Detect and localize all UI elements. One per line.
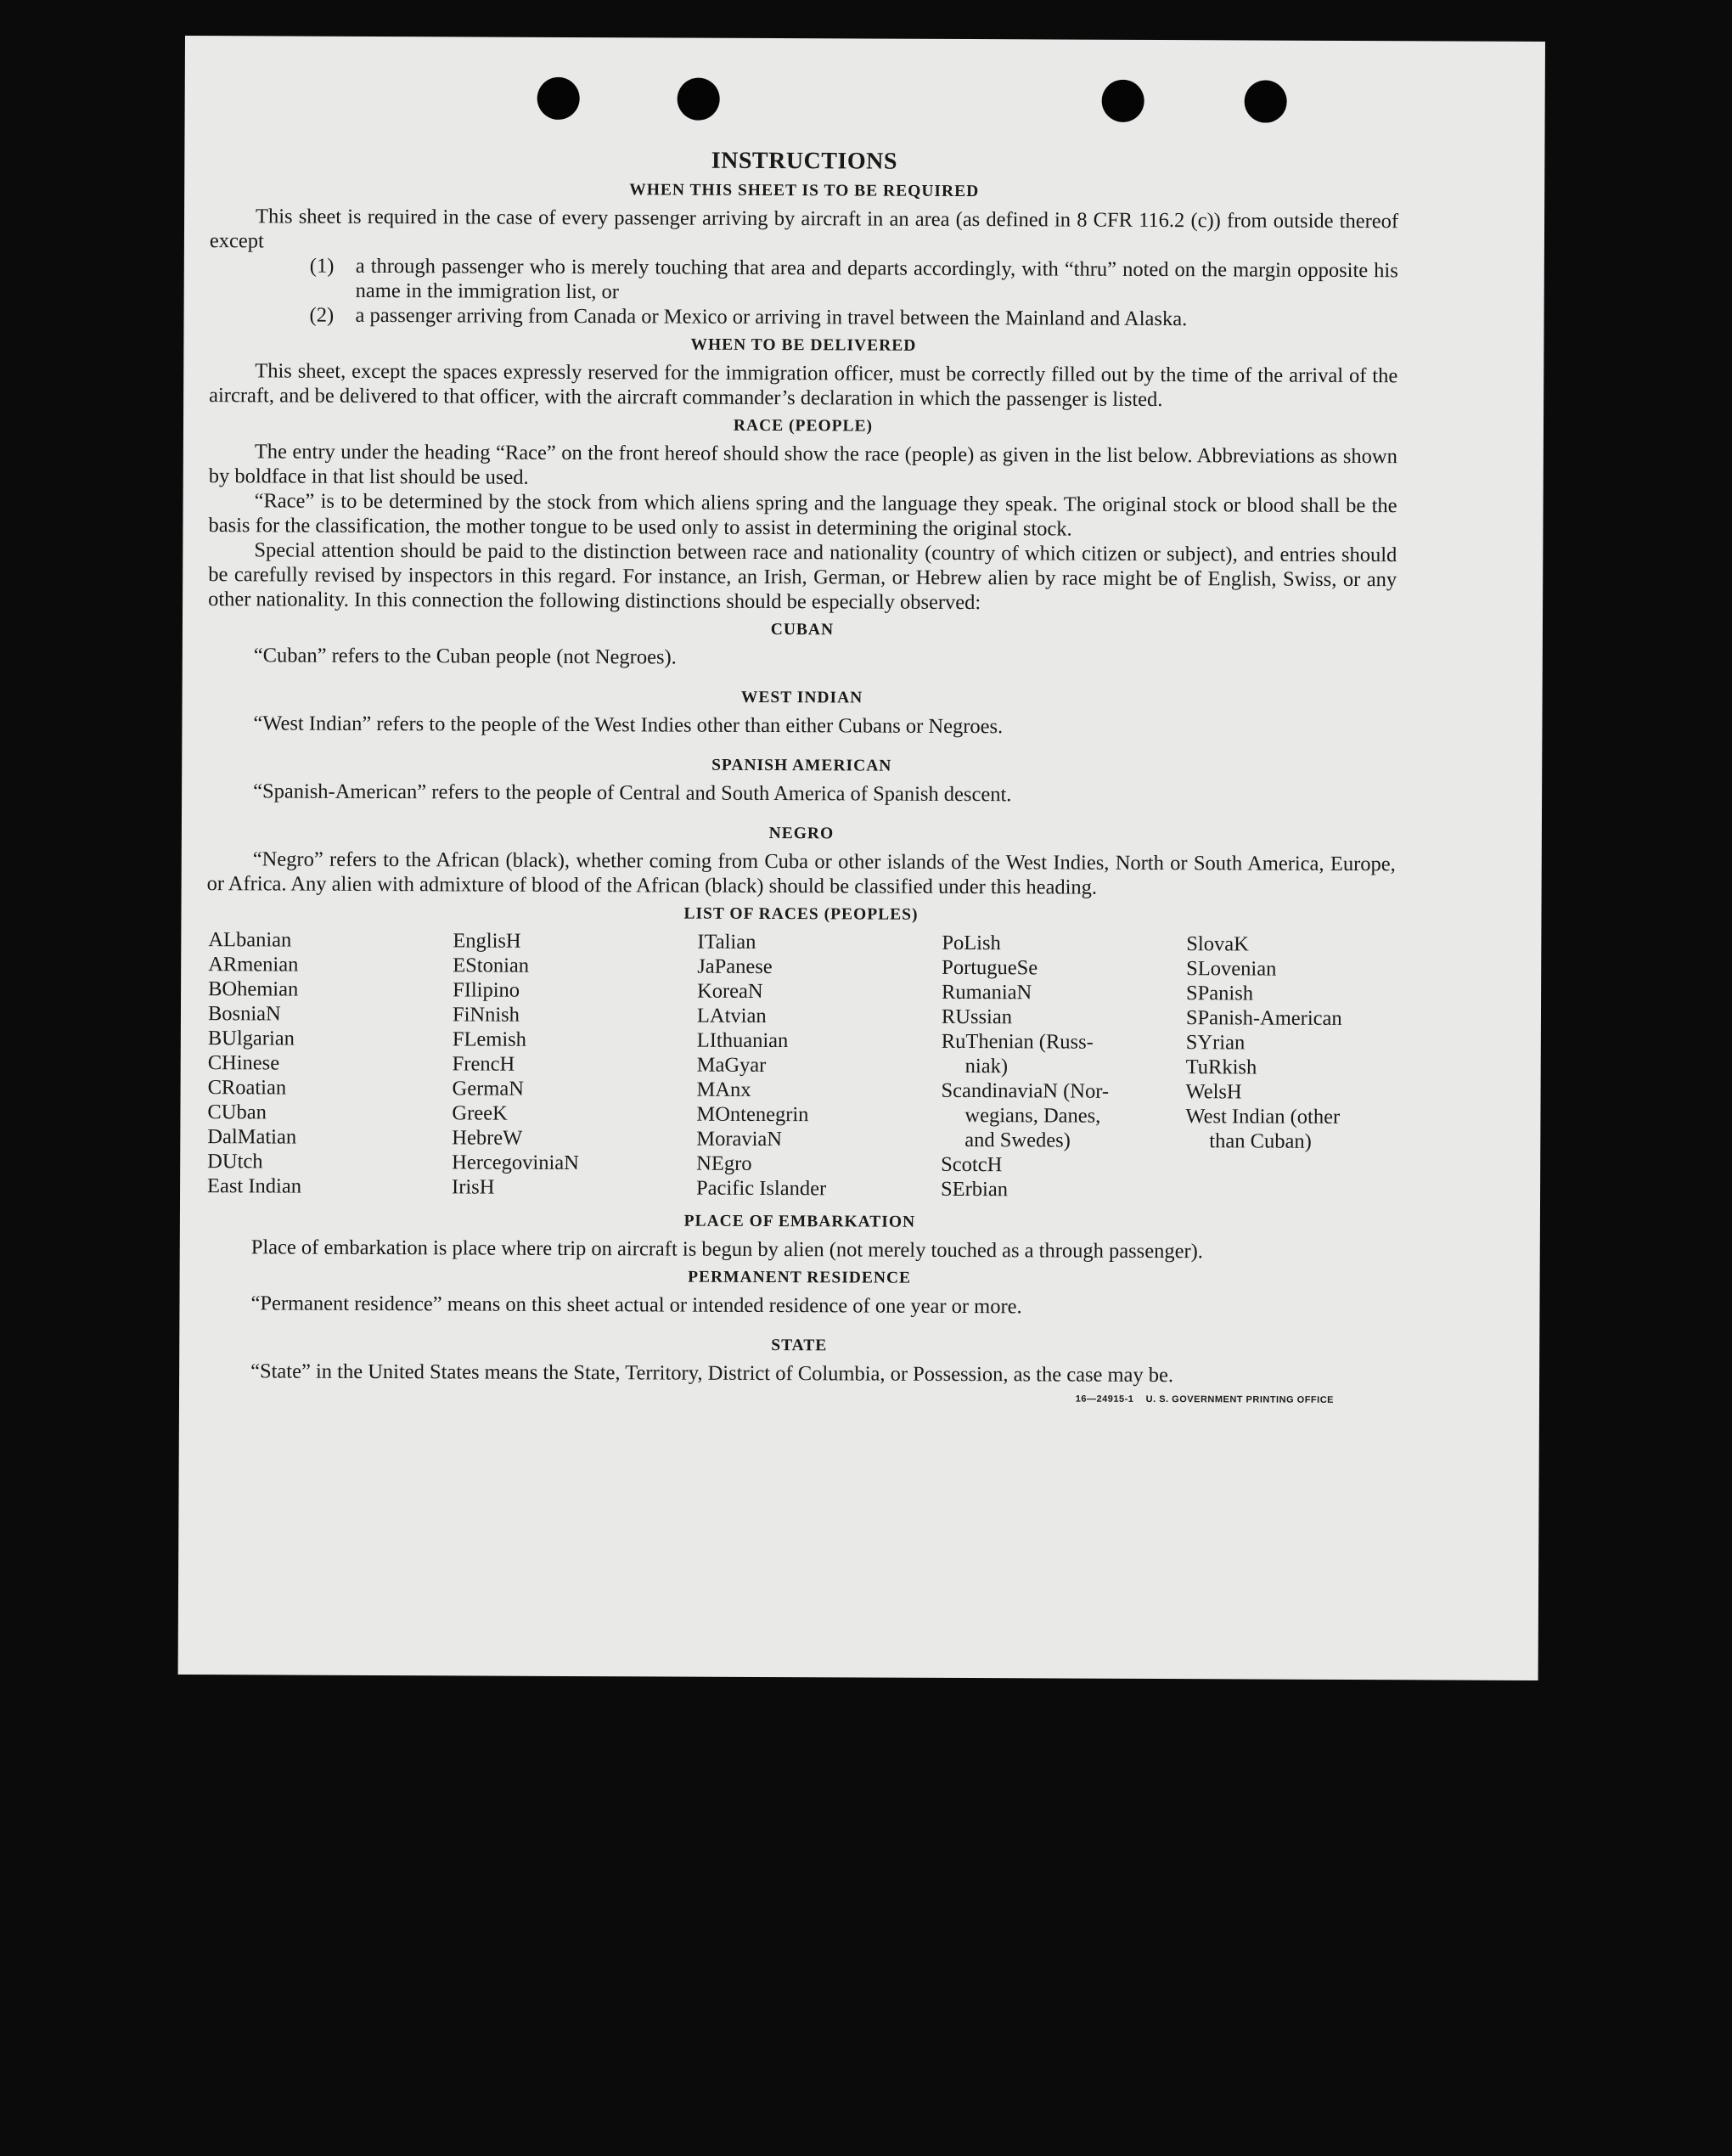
punch-hole bbox=[537, 77, 580, 120]
document-sheet bbox=[178, 36, 1545, 1680]
race-entry: ALbanian bbox=[208, 928, 292, 952]
list-text: a passenger arriving from Canada or Mexico or arriving in travel between the Mainland and Alaska. bbox=[355, 303, 1188, 331]
race-entry: ITalian bbox=[697, 930, 756, 954]
race-entry: WelsH bbox=[1185, 1080, 1242, 1104]
section-heading: SPANISH AMERICAN bbox=[711, 756, 892, 775]
race-entry: SPanish-American bbox=[1185, 1006, 1342, 1030]
races-list bbox=[207, 927, 1395, 1203]
race-entry: RuThenian (Russ- bbox=[941, 1029, 1094, 1054]
race-entry: CRoatian bbox=[207, 1076, 287, 1100]
race-entry-continued: than Cuban) bbox=[1209, 1129, 1312, 1153]
race-entry: RumaniaN bbox=[942, 980, 1032, 1005]
section-heading: PLACE OF EMBARKATION bbox=[683, 1212, 916, 1231]
race-entry: LIthuanian bbox=[696, 1028, 789, 1053]
race-entry: PortugueSe bbox=[942, 955, 1038, 980]
list-number: (1) bbox=[309, 254, 335, 278]
form-number: 16—24915-1 bbox=[1075, 1393, 1134, 1404]
race-entry: EnglisH bbox=[453, 929, 521, 953]
list-text: a through passenger who is merely touching that area and departs accordingly, with “thru” noted on the margin opposite his name in the immigration list, or bbox=[355, 254, 1398, 304]
race-entry: CHinese bbox=[207, 1051, 280, 1075]
paragraph: “Race” is to be determined by the stock from which aliens spring and the language they speak. The original stock or blood shall be the basis for the classification, the mother tongue to be used only to assist in determining the original stock. bbox=[208, 489, 1397, 541]
paragraph: This sheet is required in the case of every passenger arriving by aircraft in an area (as defined in 8 CFR 116.2 (c)) from outside thereof except bbox=[209, 205, 1399, 253]
race-entry: JaPanese bbox=[697, 954, 773, 979]
instructions-body bbox=[205, 146, 1398, 1413]
paragraph: “West Indian” refers to the people of the West Indies other than either Cubans or Negroes. bbox=[253, 712, 1004, 739]
list-item bbox=[310, 254, 1398, 308]
race-entry: MoraviaN bbox=[696, 1127, 783, 1151]
races-column bbox=[452, 928, 697, 1200]
race-entry: BUlgarian bbox=[207, 1027, 295, 1050]
race-entry: BOhemian bbox=[208, 977, 299, 1001]
race-entry: PoLish bbox=[942, 931, 1001, 955]
race-entry: LAtvian bbox=[696, 1004, 767, 1027]
race-entry: SYrian bbox=[1185, 1031, 1246, 1055]
race-entry: West Indian (other bbox=[1185, 1105, 1341, 1129]
section-heading: WEST INDIAN bbox=[740, 688, 863, 707]
paragraph: “State” in the United States means the State, Territory, District of Columbia, or Possession, as the case may be. bbox=[250, 1359, 1174, 1388]
race-entry-continued: wegians, Danes, bbox=[964, 1104, 1101, 1128]
race-entry: HebreW bbox=[452, 1126, 523, 1150]
race-entry: RUssian bbox=[941, 1005, 1013, 1029]
race-entry: CUban bbox=[207, 1101, 267, 1124]
race-entry: Pacific Islander bbox=[696, 1176, 827, 1201]
race-entry: SPanish bbox=[1186, 982, 1254, 1005]
race-entry: FIlipino bbox=[453, 978, 520, 1002]
printer-name: U. S. GOVERNMENT PRINTING OFFICE bbox=[1145, 1393, 1335, 1405]
race-entry: FLemish bbox=[452, 1027, 527, 1051]
paragraph: Place of embarkation is place where trip on aircraft is begun by alien (not merely touched as a through passenger). bbox=[250, 1236, 1203, 1264]
race-entry-continued: and Swedes) bbox=[964, 1129, 1071, 1152]
section-heading: LIST OF RACES (PEOPLES) bbox=[683, 904, 919, 924]
race-entry: ScotcH bbox=[941, 1152, 1003, 1177]
race-entry: FrencH bbox=[452, 1052, 515, 1076]
race-entry: SLovenian bbox=[1186, 957, 1277, 981]
section-heading: CUBAN bbox=[770, 621, 835, 639]
section-heading: WHEN THIS SHEET IS TO BE REQUIRED bbox=[629, 181, 980, 201]
section-heading: RACE (PEOPLE) bbox=[733, 416, 874, 436]
race-entry-continued: niak) bbox=[964, 1055, 1009, 1078]
race-entry: NEgro bbox=[696, 1151, 752, 1175]
list-number: (2) bbox=[309, 303, 335, 327]
race-entry: DUtch bbox=[207, 1150, 263, 1174]
race-entry: TuRkish bbox=[1185, 1055, 1257, 1079]
race-entry: ARmenian bbox=[208, 953, 299, 977]
race-entry: MAnx bbox=[696, 1078, 751, 1101]
races-column bbox=[1185, 932, 1431, 1203]
paragraph: “Cuban” refers to the Cuban people (not Negroes). bbox=[253, 644, 677, 669]
race-entry: BosniaN bbox=[207, 1002, 281, 1026]
paragraph: “Permanent residence” means on this sheet actual or intended residence of one year or more. bbox=[250, 1292, 1022, 1319]
race-entry: KoreaN bbox=[697, 979, 763, 1003]
punch-hole bbox=[1102, 80, 1144, 122]
footer bbox=[205, 1383, 1393, 1413]
section-heading: NEGRO bbox=[768, 825, 835, 843]
race-entry: MaGyar bbox=[696, 1053, 767, 1077]
paragraph: “Negro” refers to the African (black), whether coming from Cuba or other islands of the West Indies, North or South America, Europe, or Africa. Any alien with admixture of blood of the African (black) should be classified under this heading. bbox=[206, 847, 1396, 899]
races-column bbox=[941, 931, 1186, 1202]
race-entry: FiNnish bbox=[452, 1003, 520, 1027]
race-entry: ScandinaviaN (Nor- bbox=[941, 1078, 1110, 1103]
races-column bbox=[207, 927, 453, 1199]
punch-hole bbox=[1245, 80, 1287, 122]
race-entry: MOntenegrin bbox=[696, 1102, 809, 1127]
printer-imprint bbox=[1076, 1388, 1334, 1413]
section-heading: STATE bbox=[771, 1337, 828, 1355]
race-entry: IrisH bbox=[452, 1175, 495, 1199]
race-entry: EStonian bbox=[453, 954, 530, 977]
page-title: INSTRUCTIONS bbox=[711, 147, 898, 175]
list-item bbox=[310, 303, 1398, 333]
race-entry: East Indian bbox=[207, 1174, 302, 1198]
paragraph: “Spanish-American” refers to the people of Central and South America of Spanish descent. bbox=[253, 780, 1012, 807]
race-entry: DalMatian bbox=[207, 1125, 297, 1149]
race-entry: GreeK bbox=[452, 1101, 508, 1125]
race-entry: SlovaK bbox=[1186, 932, 1249, 956]
races-column bbox=[696, 930, 942, 1202]
section-heading: PERMANENT RESIDENCE bbox=[688, 1268, 912, 1287]
race-entry: SErbian bbox=[941, 1177, 1009, 1202]
section-heading: WHEN TO BE DELIVERED bbox=[690, 335, 917, 355]
paragraph: The entry under the heading “Race” on the front hereof should show the race (people) as given in the list below. Abbreviations as shown by boldface in that list should be used. bbox=[208, 440, 1397, 489]
paragraph: Special attention should be paid to the distinction between race and nationality (country of which citizen or subject), and entries should be carefully revised by inspectors in this regard. For instance, an Irish, German, or Hebrew alien by race might be of English, Swiss, or any other nationality. In this connection the following distinctions should be especially observed: bbox=[208, 538, 1397, 615]
race-entry: GermaN bbox=[452, 1077, 525, 1101]
race-entry: HercegoviniaN bbox=[452, 1151, 579, 1175]
punch-hole bbox=[678, 78, 720, 121]
paragraph: This sheet, except the spaces expressly reserved for the immigration officer, must be correctly filled out by the time of the arrival of the aircraft, and be delivered to that officer, with the aircraft commander’s declaration in which the passenger is listed. bbox=[209, 359, 1398, 412]
